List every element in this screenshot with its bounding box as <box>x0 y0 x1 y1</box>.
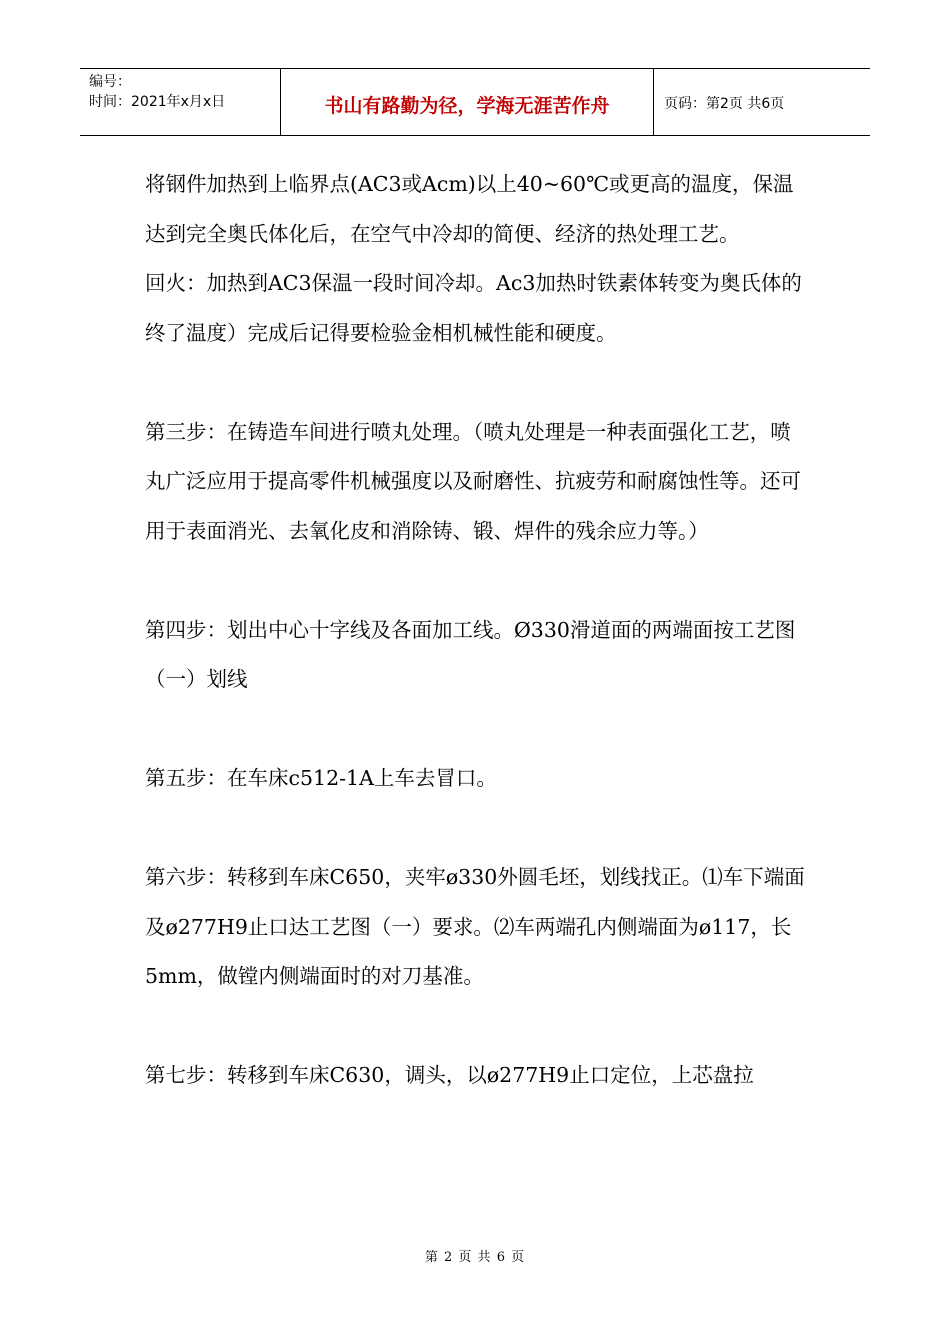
paragraph-spacer <box>145 358 810 408</box>
number-label: 编号： <box>89 74 131 90</box>
paragraph-step-3: 第三步：在铸造车间进行喷丸处理。（喷丸处理是一种表面强化工艺，喷丸广泛应用于提高零件机械强度以及耐磨性、抗疲劳和耐腐蚀性等。还可用于表面消光、去氧化皮和消除铸、锻、焊件的残余应力等。） <box>145 419 801 543</box>
paragraph-step-5: 第五步：在车床c512-1A上车去冒口。 <box>145 766 497 790</box>
paragraph-spacer <box>145 804 810 854</box>
paragraph-step-7: 第七步：转移到车床C630，调头，以ø277H9止口定位，上芯盘拉 <box>145 1063 754 1087</box>
page-footer: 第 2 页 共 6 页 <box>424 1250 526 1265</box>
paragraph-normalizing: 将钢件加热到上临界点(AC3或Acm)以上40~60℃或更高的温度，保温达到完全奥氏体化后，在空气中冷却的简便、经济的热处理工艺。 <box>145 172 794 246</box>
page-info: 页码：第2页 共6页 <box>664 96 785 112</box>
paragraph-spacer <box>145 705 810 755</box>
header-meta-cell <box>80 69 281 135</box>
paragraph-spacer <box>145 556 810 606</box>
paragraph-step-6: 第六步：转移到车床C650，夹牢ø330外圆毛坯，划线找正。⑴车下端面及ø277H9止口达工艺图（一）要求。⑵车两端孔内侧端面为ø117，长5mm，做镗内侧端面时的对刀基准。 <box>145 865 805 988</box>
document-header <box>80 68 870 136</box>
header-motto-cell <box>281 69 654 135</box>
motto-text: 书山有路勤为径，学海无涯苦作舟 <box>324 94 610 117</box>
paragraph-tempering: 回火：加热到AC3保温一段时间冷却。Ac3加热时铁素体转变为奥氏体的终了温度）完成后记得要检验金相机械性能和硬度。 <box>145 271 802 345</box>
paragraph-step-4: 第四步：划出中心十字线及各面加工线。Ø330滑道面的两端面按工艺图（一）划线 <box>145 617 796 691</box>
time-label: 时间：2021年x月x日 <box>89 94 226 110</box>
paragraph-spacer <box>145 1002 810 1052</box>
header-page-cell <box>654 69 870 135</box>
document-body <box>145 160 810 1101</box>
